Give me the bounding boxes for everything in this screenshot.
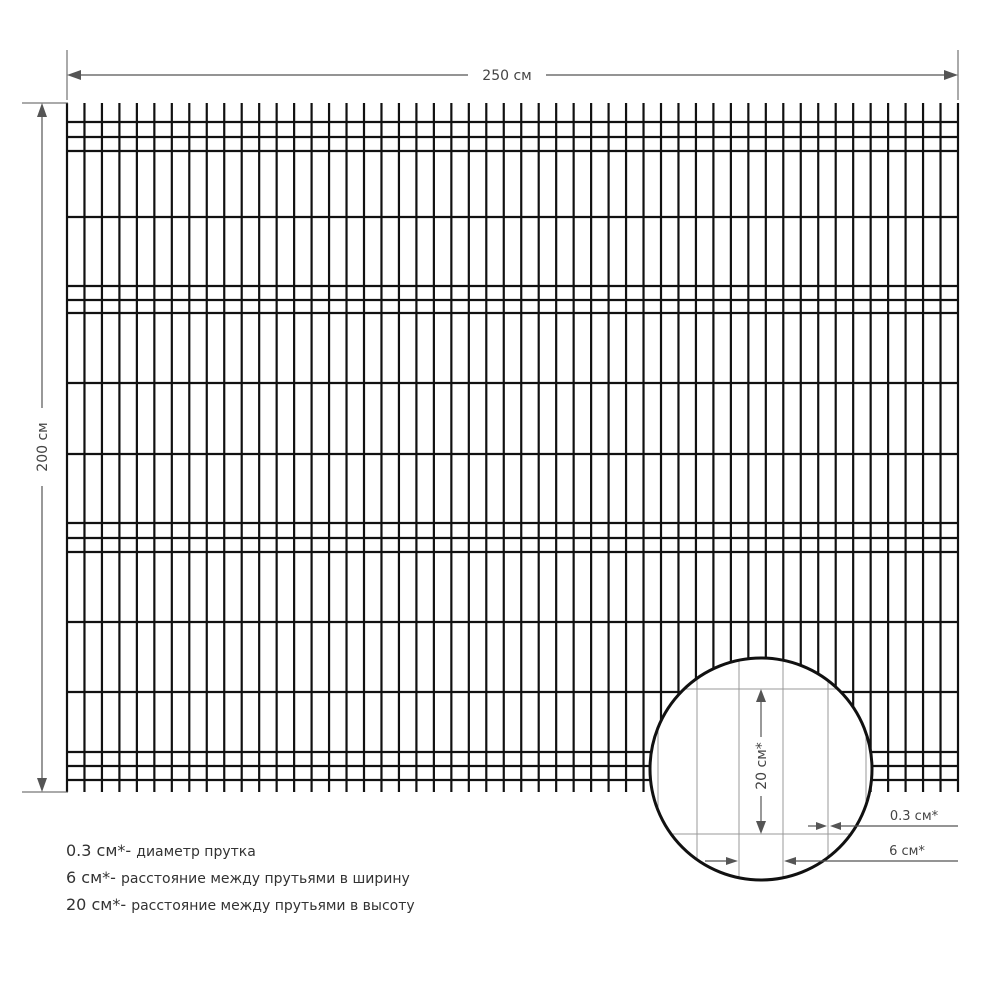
arrow-up-icon bbox=[37, 103, 47, 117]
height-label: 200 см bbox=[35, 422, 51, 472]
legend-item-height-spacing bbox=[66, 892, 415, 919]
legend-value: 0.3 см*- bbox=[66, 841, 132, 860]
width-label: 250 см bbox=[482, 68, 532, 84]
height-dimension bbox=[22, 103, 68, 792]
arrow-left-icon bbox=[67, 70, 81, 80]
legend-item-rod-diameter bbox=[66, 838, 415, 865]
zoom-spacing-height-label: 20 см* bbox=[754, 742, 770, 790]
width-dimension bbox=[67, 50, 958, 100]
legend-description: диаметр прутка bbox=[136, 844, 256, 860]
zoom-rod-diameter-label: 0.3 см* bbox=[889, 809, 939, 824]
legend-value: 6 см*- bbox=[66, 868, 116, 887]
arrow-down-icon bbox=[37, 778, 47, 792]
legend-value: 20 см*- bbox=[66, 895, 127, 914]
legend-description: расстояние между прутьями в ширину bbox=[121, 871, 410, 887]
legend-item-width-spacing bbox=[66, 865, 415, 892]
legend bbox=[66, 838, 415, 919]
legend-description: расстояние между прутьями в высоту bbox=[131, 898, 415, 914]
zoom-spacing-width-label: 6 см* bbox=[889, 844, 925, 859]
zoom-detail bbox=[600, 640, 958, 900]
arrow-right-icon bbox=[944, 70, 958, 80]
